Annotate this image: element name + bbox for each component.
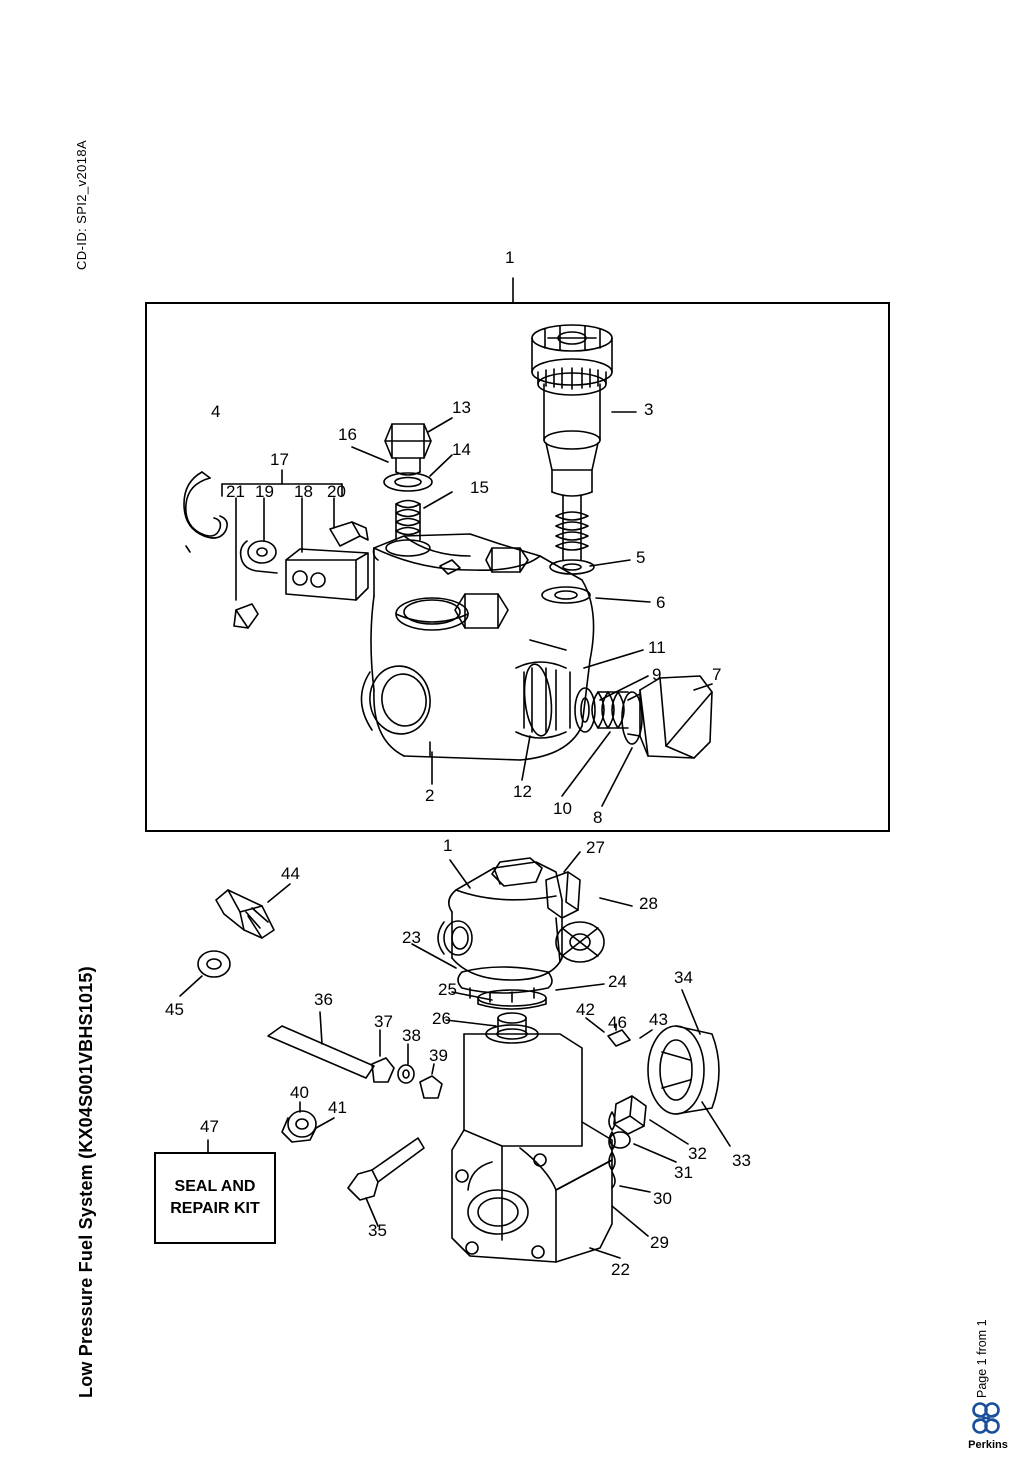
callout-20: 20 bbox=[327, 482, 346, 501]
cd-id-label: CD-ID: SPI2_v2018A bbox=[74, 139, 89, 270]
callout-7: 7 bbox=[712, 665, 722, 684]
callout-1-top: 1 bbox=[505, 248, 515, 267]
page-number-label: Page 1 from 1 bbox=[975, 1319, 989, 1398]
callout-3: 3 bbox=[644, 400, 654, 419]
callout-30: 30 bbox=[653, 1189, 672, 1208]
callout-24: 24 bbox=[608, 972, 627, 991]
callout-10: 10 bbox=[553, 799, 572, 818]
callout-22: 22 bbox=[611, 1260, 630, 1279]
callout-40: 40 bbox=[290, 1083, 309, 1102]
callout-46: 46 bbox=[608, 1013, 627, 1032]
callout-28: 28 bbox=[639, 894, 658, 913]
callout-42: 42 bbox=[576, 1000, 595, 1019]
callout-38: 38 bbox=[402, 1026, 421, 1045]
callout-17: 17 bbox=[270, 450, 289, 469]
seal-kit-line-2: REPAIR KIT bbox=[170, 1200, 260, 1217]
callout-4: 4 bbox=[211, 402, 221, 421]
callout-26: 26 bbox=[432, 1009, 451, 1028]
callout-2: 2 bbox=[425, 786, 435, 805]
callout-31: 31 bbox=[674, 1163, 693, 1182]
callout-21: 21 bbox=[226, 482, 245, 501]
brand-name: Perkins bbox=[968, 1439, 1008, 1451]
callout-1-bottom: 1 bbox=[443, 836, 453, 855]
callout-9: 9 bbox=[652, 665, 662, 684]
callout-25: 25 bbox=[438, 980, 457, 999]
callout-47: 47 bbox=[200, 1117, 219, 1136]
callout-35: 35 bbox=[368, 1221, 387, 1240]
callout-16: 16 bbox=[338, 425, 357, 444]
seal-kit-line-1: SEAL AND bbox=[174, 1178, 256, 1196]
callout-23: 23 bbox=[402, 928, 421, 947]
callout-18: 18 bbox=[294, 482, 313, 501]
callout-37: 37 bbox=[374, 1012, 393, 1031]
callout-6: 6 bbox=[656, 593, 666, 612]
callout-15: 15 bbox=[470, 478, 489, 497]
callout-14: 14 bbox=[452, 440, 471, 459]
callout-12: 12 bbox=[513, 782, 532, 801]
callout-43: 43 bbox=[649, 1010, 668, 1029]
callout-8: 8 bbox=[593, 808, 603, 827]
callout-44: 44 bbox=[281, 864, 300, 883]
callout-34: 34 bbox=[674, 968, 693, 987]
callout-39: 39 bbox=[429, 1046, 448, 1065]
callout-41: 41 bbox=[328, 1098, 347, 1117]
callout-5: 5 bbox=[636, 548, 646, 567]
callout-36: 36 bbox=[314, 990, 333, 1009]
callout-45: 45 bbox=[165, 1000, 184, 1019]
callout-29: 29 bbox=[650, 1233, 669, 1252]
callout-27: 27 bbox=[586, 838, 605, 857]
callout-19: 19 bbox=[255, 482, 274, 501]
callout-32: 32 bbox=[688, 1144, 707, 1163]
page-title: Low Pressure Fuel System (KX04S001VBHS1015) bbox=[76, 966, 96, 1398]
callout-33: 33 bbox=[732, 1151, 751, 1170]
callout-13: 13 bbox=[452, 398, 471, 417]
callout-11: 11 bbox=[648, 638, 666, 657]
